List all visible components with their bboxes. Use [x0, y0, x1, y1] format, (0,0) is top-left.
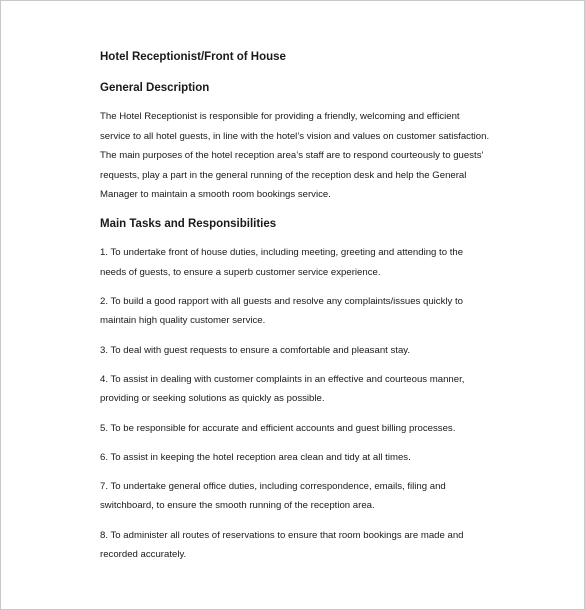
- task-line: 8. To administer all routes of reservations to ensure that room bookings are made and: [100, 529, 464, 541]
- task-item: [100, 448, 520, 468]
- general-description-line: The main purposes of the hotel reception area’s staff are to respond courteously to guests’: [100, 150, 484, 162]
- task-line: providing or seeking solutions as quickly as possible.: [100, 393, 325, 405]
- document-title: Hotel Receptionist/Front of House: [100, 51, 286, 63]
- general-description-line: The Hotel Receptionist is responsible for providing a friendly, welcoming and efficient: [100, 111, 460, 122]
- task-line: 6. To assist in keeping the hotel reception area clean and tidy at all times.: [100, 451, 411, 463]
- main-tasks-heading: Main Tasks and Responsibilities: [100, 217, 277, 230]
- task-line: recorded accurately.: [100, 549, 187, 561]
- task-line: 1. To undertake front of house duties, including meeting, greeting and attending to the: [100, 246, 464, 258]
- task-item: [100, 526, 520, 565]
- general-description-heading: General Description: [100, 82, 210, 94]
- task-item: [100, 341, 520, 361]
- task-line: switchboard, to ensure the smooth running of the reception area.: [100, 500, 375, 512]
- task-line: 4. To assist in dealing with customer complaints in an effective and courteous manner,: [100, 373, 465, 385]
- task-line: 3. To deal with guest requests to ensure a comfortable and pleasant stay.: [100, 344, 411, 356]
- task-item: [100, 243, 520, 282]
- task-item: [100, 370, 520, 409]
- task-item: [100, 292, 520, 331]
- task-line: 2. To build a good rapport with all guests and resolve any complaints/issues quickly to: [100, 295, 463, 307]
- document-content: [100, 48, 520, 574]
- general-description-line: service to all hotel guests, in line with the hotel’s vision and values on customer satisfaction.: [100, 130, 490, 142]
- task-line: maintain high quality customer service.: [100, 315, 266, 327]
- task-item: [100, 477, 520, 516]
- task-line: needs of guests, to ensure a superb customer service experience.: [100, 266, 381, 278]
- task-item: [100, 419, 520, 439]
- task-line: 7. To undertake general office duties, including correspondence, emails, filing and: [100, 480, 446, 492]
- task-line: 5. To be responsible for accurate and efficient accounts and guest billing processes.: [100, 422, 456, 434]
- general-description-line: Manager to maintain a smooth room bookings service.: [100, 189, 331, 201]
- general-description-paragraph: [100, 107, 520, 205]
- task-list: [100, 243, 520, 565]
- general-description-line: requests, play a part in the general running of the reception desk and help the General: [100, 169, 467, 181]
